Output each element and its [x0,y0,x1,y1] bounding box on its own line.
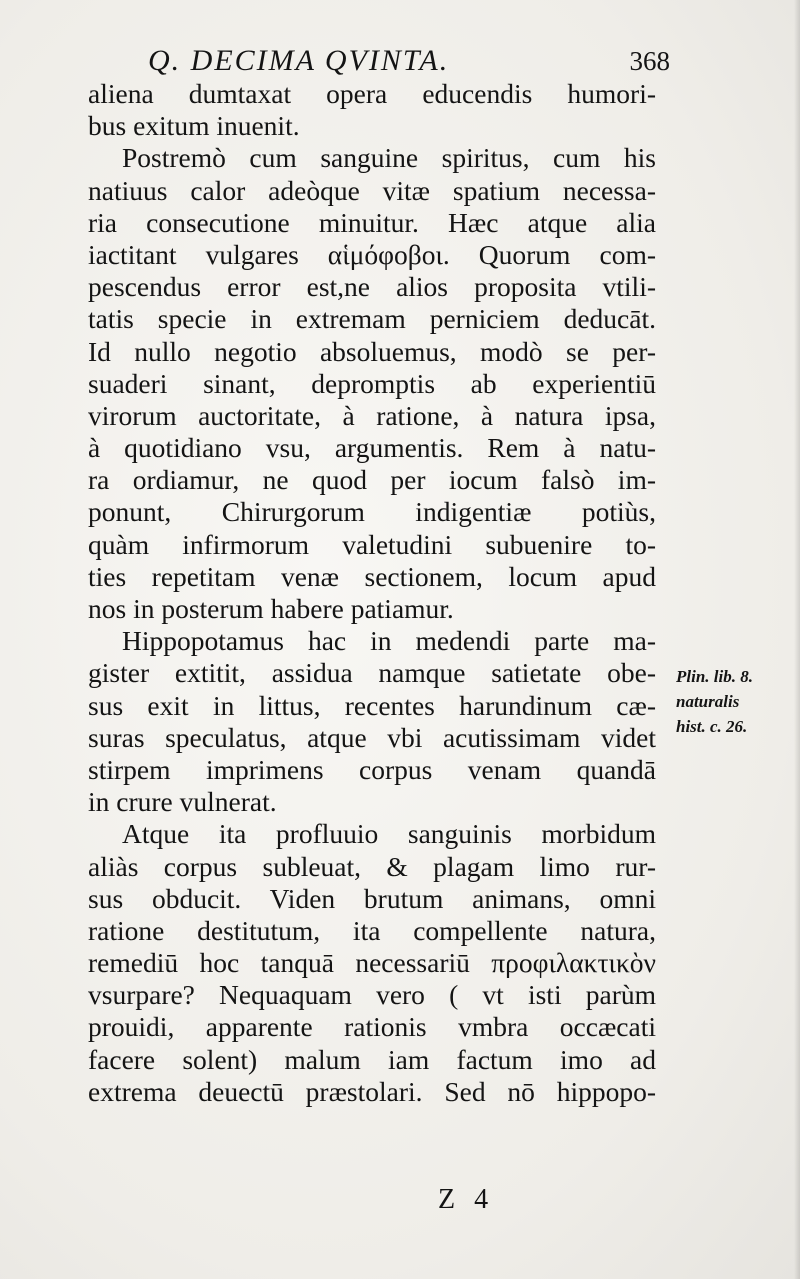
text-line: ties repetitam venæ sectionem, locum apud [88,560,656,592]
text-line: iactitant vulgares αἱμόφοβοι. Quorum com- [88,238,656,270]
text-line: ratione destitutum, ita compellente natura, [88,914,656,946]
text-line: ponunt, Chirurgorum indigentiæ potiùs, [88,496,656,528]
text-line: extrema deuectū præstolari. Sed nō hippopo- [88,1075,656,1107]
text-line: à quotidiano vsu, argumentis. Rem à natu- [88,432,656,464]
text-line: ra ordiamur, ne quod per iocum falsò im- [88,464,656,496]
text-line: vsurpare? Nequaquam vero ( vt isti parùm [88,979,656,1011]
page-edge-shadow [794,0,800,1279]
text-line: facere solent) malum iam factum imo ad [88,1043,656,1075]
body-text [88,78,656,1108]
text-line: nos in posterum habere patiamur. [88,593,454,624]
margin-note [676,664,796,739]
text-line: bus exitum inuenit. [88,110,300,142]
text-line: stirpem imprimens corpus venam quandā [88,753,656,785]
text-line: quàm infirmorum valetudini subuenire to- [88,528,656,560]
text-line: sus exit in littus, recentes harundinum cæ- [88,689,656,721]
page-number: 368 [629,46,670,76]
margin-note-line: hist. c. 26. [676,717,748,736]
text-line: remediū hoc tanquā necessariū προφιλακτικὸν [88,947,656,979]
text-line: suaderi sinant, depromptis ab experientiū [88,367,656,399]
text-line: Hippopotamus hac in medendi parte ma- [122,625,656,657]
text-line: virorum auctoritate, à ratione, à natura ipsa, [88,399,656,431]
margin-note-line: Plin. lib. 8. [676,667,753,686]
margin-note-line: naturalis [676,692,740,711]
text-line: Id nullo negotio absoluemus, modò se per- [88,335,656,367]
text-line: suras speculatus, atque vbi acutissimam videt [88,721,656,753]
text-line: pescendus error est,ne alios proposita vtili- [88,271,656,303]
text-line: Atque ita profluuio sanguinis morbidum [122,818,656,850]
text-line: in crure vulnerat. [88,786,277,818]
text-line: ria consecutione minuitur. Hæc atque alia [88,206,656,238]
text-line: Postremò cum sanguine spiritus, cum his [122,142,656,174]
text-line: aliena dumtaxat opera educendis humori- [88,78,656,109]
text-line: sus obducit. Viden brutum animans, omni [88,882,656,914]
running-title: Q. DECIMA QVINTA. [148,44,450,77]
text-line: tatis specie in extremam perniciem deducāt. [88,303,656,335]
text-line: aliàs corpus subleuat, & plagam limo rur- [88,850,656,882]
text-line: gister extitit, assidua namque satietate obe- [88,657,656,689]
signature-mark: Z 4 [438,1184,495,1215]
text-line: natiuus calor adeòque vitæ spatium necessa- [88,174,656,206]
text-line: prouidi, apparente rationis vmbra occæcati [88,1011,656,1043]
